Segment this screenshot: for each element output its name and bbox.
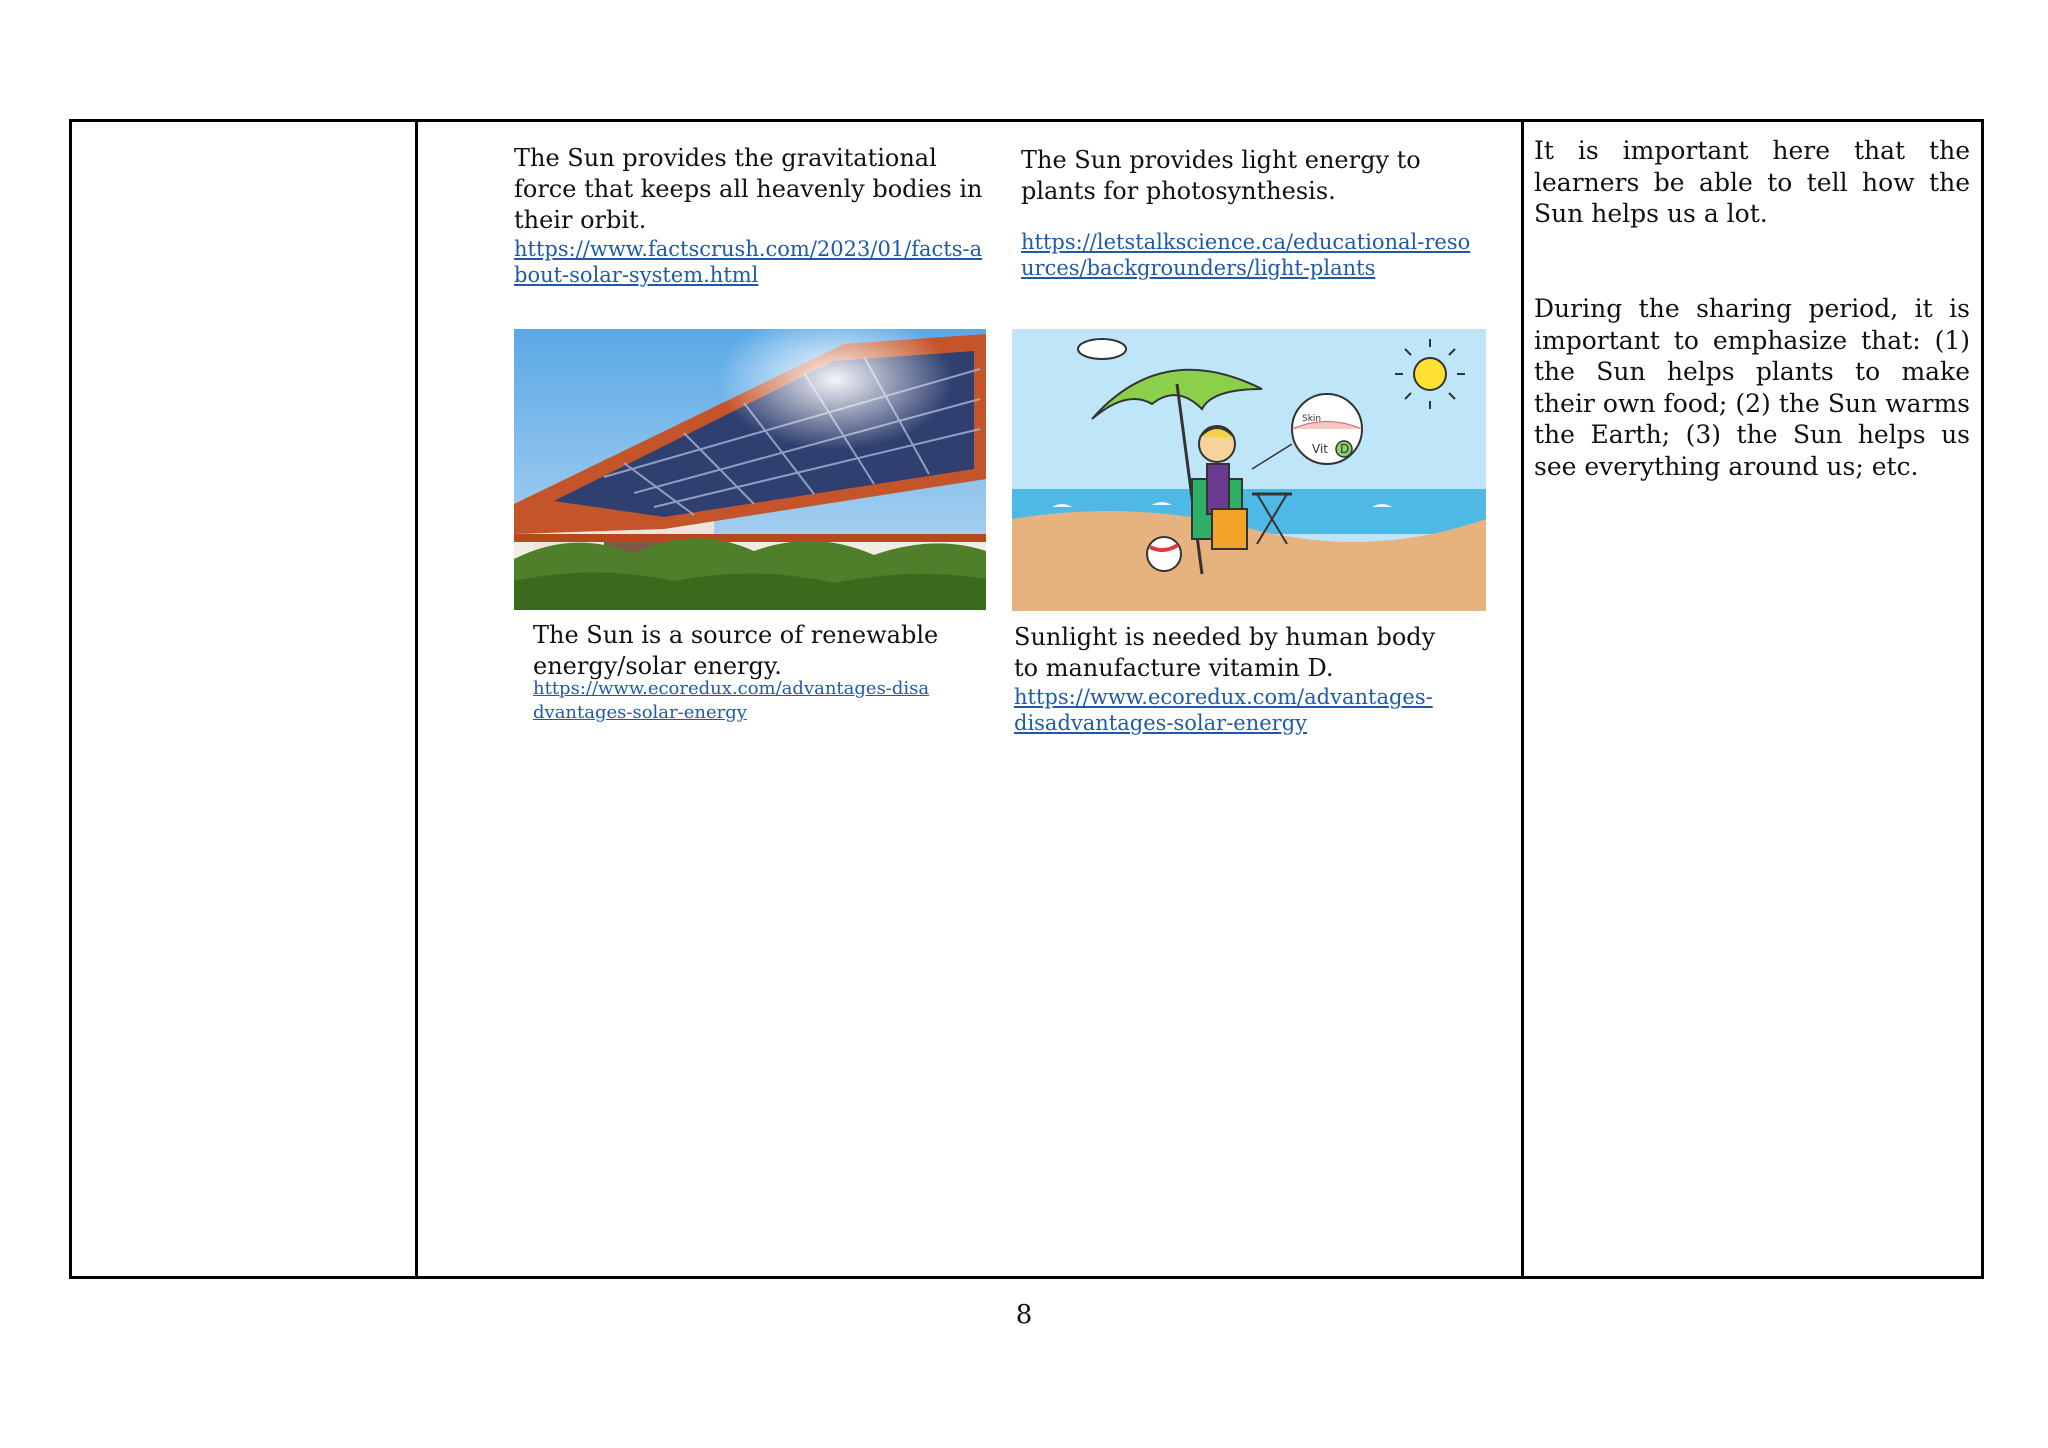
- photosynthesis-caption: The Sun provides light energy to plants for photosynthesis.: [1021, 146, 1421, 205]
- teacher-note-2: During the sharing period, it is important to emphasize that: (1) the Sun helps plants to make their own food; (2) the Sun warms the Earth; (3) the Sun helps us see everything around us; etc.: [1534, 294, 1970, 481]
- renewable-caption: The Sun is a source of renewable energy/solar energy.: [533, 621, 939, 680]
- photosynthesis-link[interactable]: https://letstalkscience.ca/educational-resources/backgrounders/light-plants: [1021, 230, 1471, 280]
- beach-vitamin-d-image: [1012, 329, 1486, 611]
- vit-label: Vit: [1312, 442, 1328, 456]
- solar-panel-house-image: [514, 329, 986, 610]
- vitamin-d-link[interactable]: https://www.ecoredux.com/advantages-disadvantages-solar-energy: [1014, 685, 1433, 735]
- gravity-caption: The Sun provides the gravitational force that keeps all heavenly bodies in their orbit.: [514, 144, 983, 234]
- renewable-link[interactable]: https://www.ecoredux.com/advantages-disadvantages-solar-energy: [533, 678, 930, 723]
- column-divider-2: [1521, 122, 1524, 1276]
- gravity-link[interactable]: https://www.factscrush.com/2023/01/facts-about-solar-system.html: [514, 237, 983, 287]
- skin-label: Skin: [1302, 414, 1322, 424]
- vitamin-d-caption: Sunlight is needed by human body to manufacture vitamin D.: [1014, 623, 1436, 682]
- page-number: 8: [1015, 1300, 1033, 1330]
- teacher-note-1: It is important here that the learners be able to tell how the Sun helps us a lot.: [1534, 136, 1970, 228]
- column-divider-1: [415, 122, 418, 1276]
- d-label: D: [1340, 442, 1350, 456]
